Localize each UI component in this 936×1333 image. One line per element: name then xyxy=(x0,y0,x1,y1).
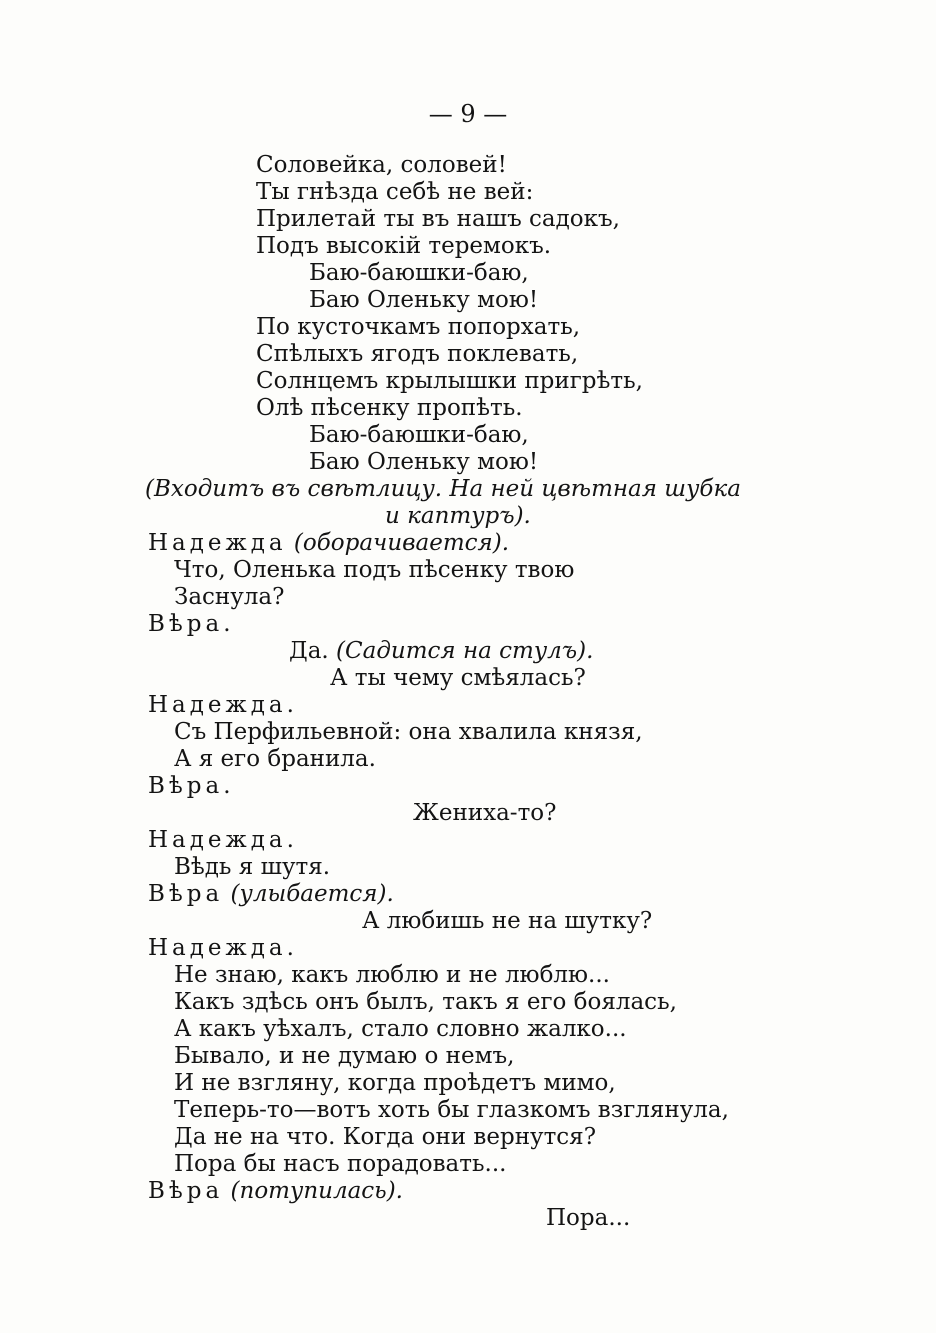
song-line: По кусточкамъ попорхать, xyxy=(256,314,581,340)
dialogue-line: А любишь не на шутку? xyxy=(362,908,653,934)
stage-direction: (Садится на стулъ). xyxy=(336,638,594,664)
speaker-name: Вѣра xyxy=(148,611,224,637)
speaker-line: Вѣра. xyxy=(148,611,231,637)
dialogue-line: Пора бы насъ порадовать... xyxy=(174,1151,507,1177)
speaker-name: Вѣра xyxy=(148,1178,224,1204)
stage-direction: (потупилась). xyxy=(230,1178,403,1204)
dialogue-line: А какъ уѣхалъ, стало словно жалко... xyxy=(174,1016,627,1042)
speaker-name: Надежда xyxy=(148,827,287,853)
song-line: Подъ высокій теремокъ. xyxy=(256,233,552,259)
speaker-line: Вѣра. xyxy=(148,773,231,799)
dialogue-line: Заснула? xyxy=(174,584,285,610)
dialogue-line: Бывало, и не думаю о немъ, xyxy=(174,1043,515,1069)
dialogue-line: Съ Перфильевной: она хвалила князя, xyxy=(174,719,643,745)
song-line: Ты гнѣзда себѣ не вей: xyxy=(256,179,534,205)
dialogue-line: Теперь-то—вотъ хоть бы глазкомъ взглянула, xyxy=(174,1097,729,1123)
page-number: — 9 — xyxy=(428,100,508,128)
stage-direction: (улыбается). xyxy=(230,881,394,907)
dialogue-line: Да не на что. Когда они вернутся? xyxy=(174,1124,597,1150)
song-refrain-line: Баю-баюшки-баю, xyxy=(309,422,529,448)
dialogue-line: Не знаю, какъ люблю и не люблю... xyxy=(174,962,610,988)
song-line: Спѣлыхъ ягодъ поклевать, xyxy=(256,341,579,367)
speaker-name: Надежда xyxy=(148,692,287,718)
stage-direction: (оборачивается). xyxy=(293,530,510,556)
dialogue-line: Что, Оленька подъ пѣсенку твою xyxy=(174,557,575,583)
speaker-line xyxy=(148,881,394,908)
dialogue-line: Вѣдь я шутя. xyxy=(174,854,331,880)
speaker-line xyxy=(148,1178,403,1205)
stage-direction: и каптуръ). xyxy=(385,503,531,529)
dialogue-line: И не взгляну, когда проѣдетъ мимо, xyxy=(174,1070,616,1096)
dialogue-line: Какъ здѣсь онъ былъ, такъ я его боялась, xyxy=(174,989,677,1015)
speaker-name: Надежда xyxy=(148,935,287,961)
dialogue-line xyxy=(289,638,593,665)
song-line: Соловейка, соловей! xyxy=(256,152,507,178)
dialogue-line: Пора... xyxy=(546,1205,631,1231)
song-line: Олѣ пѣсенку пропѣть. xyxy=(256,395,523,421)
speaker-line: Надежда. xyxy=(148,692,294,718)
speaker-line: Надежда. xyxy=(148,827,294,853)
stage-direction: (Входитъ въ свѣтлицу. На ней цвѣтная шубка xyxy=(145,476,741,502)
speaker-name: Надежда xyxy=(148,530,287,556)
song-refrain-line: Баю Оленьку мою! xyxy=(309,287,539,313)
dialogue-text: Да. xyxy=(289,638,329,664)
speaker-line: Надежда. xyxy=(148,935,294,961)
song-line: Солнцемъ крылышки пригрѣть, xyxy=(256,368,643,394)
dialogue-line: А я его бранила. xyxy=(174,746,376,772)
song-refrain-line: Баю Оленьку мою! xyxy=(309,449,539,475)
dialogue-line: Жениха-то? xyxy=(413,800,557,826)
song-line: Прилетай ты въ нашъ садокъ, xyxy=(256,206,620,232)
dialogue-line: А ты чему смѣялась? xyxy=(330,665,586,691)
speaker-name: Вѣра xyxy=(148,881,224,907)
speaker-name: Вѣра xyxy=(148,773,224,799)
song-refrain-line: Баю-баюшки-баю, xyxy=(309,260,529,286)
speaker-line xyxy=(148,530,509,557)
